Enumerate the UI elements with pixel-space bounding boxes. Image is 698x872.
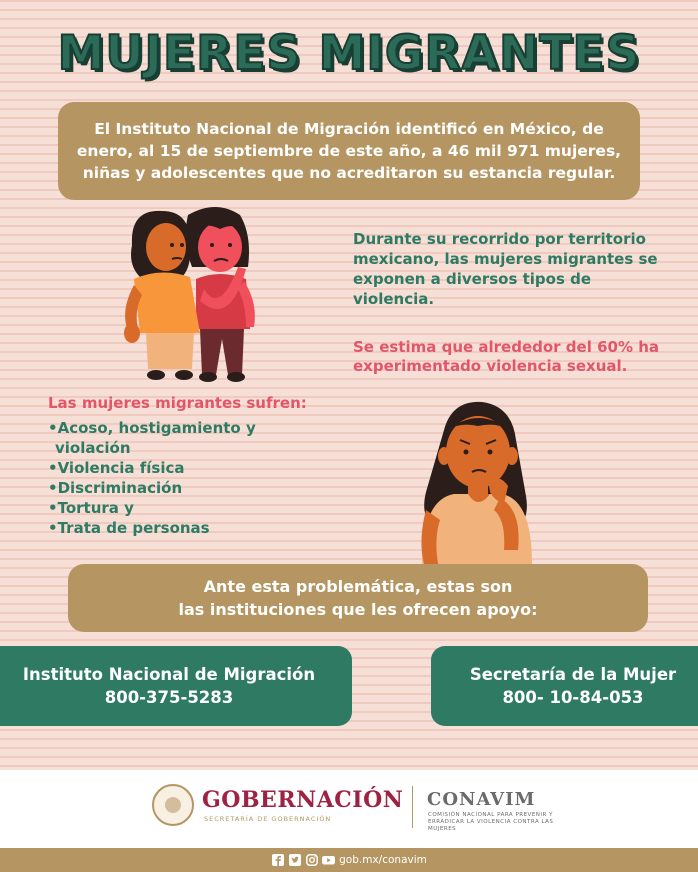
conavim-subtitle: COMISIÓN NACIONAL PARA PREVENIR Y ERRADICAR LA VIOLENCIA CONTRA LAS MUJERES	[428, 812, 554, 832]
two-women-illustration	[120, 205, 270, 385]
list-item: •Violencia física	[48, 459, 185, 477]
institution-card-inm	[0, 646, 352, 726]
institution-phone: 800-375-5283	[104, 688, 234, 707]
recorrido-paragraph: Durante su recorrido por territorio mexicano, las mujeres migrantes se exponen a diversos tipos de violencia.	[353, 230, 658, 308]
intro-text: El Instituto Nacional de Migración identificó en México, de enero, al 15 de septiembre de este año, a 46 mil 971 mujeres, niñas y adolescentes que no acreditaron su estancia regular.	[76, 120, 622, 182]
gobernacion-logo-text: GOBERNACIÓN	[202, 787, 404, 813]
violencia-sexual-paragraph: Se estima que alrededor del 60% ha experimentado violencia sexual.	[353, 338, 660, 375]
institution-name: Secretaría de la Mujer	[469, 665, 677, 684]
worried-woman-illustration	[404, 400, 544, 564]
facebook-icon[interactable]	[271, 854, 284, 867]
intro-box	[58, 102, 640, 200]
instagram-icon[interactable]	[305, 854, 318, 867]
footer-url-link[interactable]: gob.mx/conavim	[339, 854, 427, 866]
youtube-icon[interactable]	[322, 854, 335, 867]
logo-divider	[412, 786, 413, 828]
conavim-logo-text: CONAVIM	[427, 789, 536, 810]
institution-name: Instituto Nacional de Migración	[22, 665, 316, 684]
gobernacion-subtitle: SECRETARÍA DE GOBERNACIÓN	[204, 815, 332, 823]
list-item: •Tortura y	[48, 499, 134, 517]
mexico-seal-icon	[152, 784, 194, 826]
violence-list	[48, 418, 318, 538]
support-box	[68, 564, 648, 632]
support-line-1: Ante esta problemática, estas son	[203, 577, 513, 596]
list-heading: Las mujeres migrantes sufren:	[48, 394, 307, 412]
support-line-2: las instituciones que les ofrecen apoyo:	[178, 600, 538, 619]
footer-bar	[0, 848, 698, 872]
list-item: •Acoso, hostigamiento y violación	[48, 419, 256, 457]
twitter-icon[interactable]	[288, 854, 301, 867]
page-title: MUJERES MIGRANTES	[57, 26, 641, 81]
institution-phone: 800- 10-84-053	[502, 688, 644, 707]
list-item: •Trata de personas	[48, 519, 210, 537]
institution-card-secretaria-mujer	[431, 646, 698, 726]
list-item: •Discriminación	[48, 479, 183, 497]
